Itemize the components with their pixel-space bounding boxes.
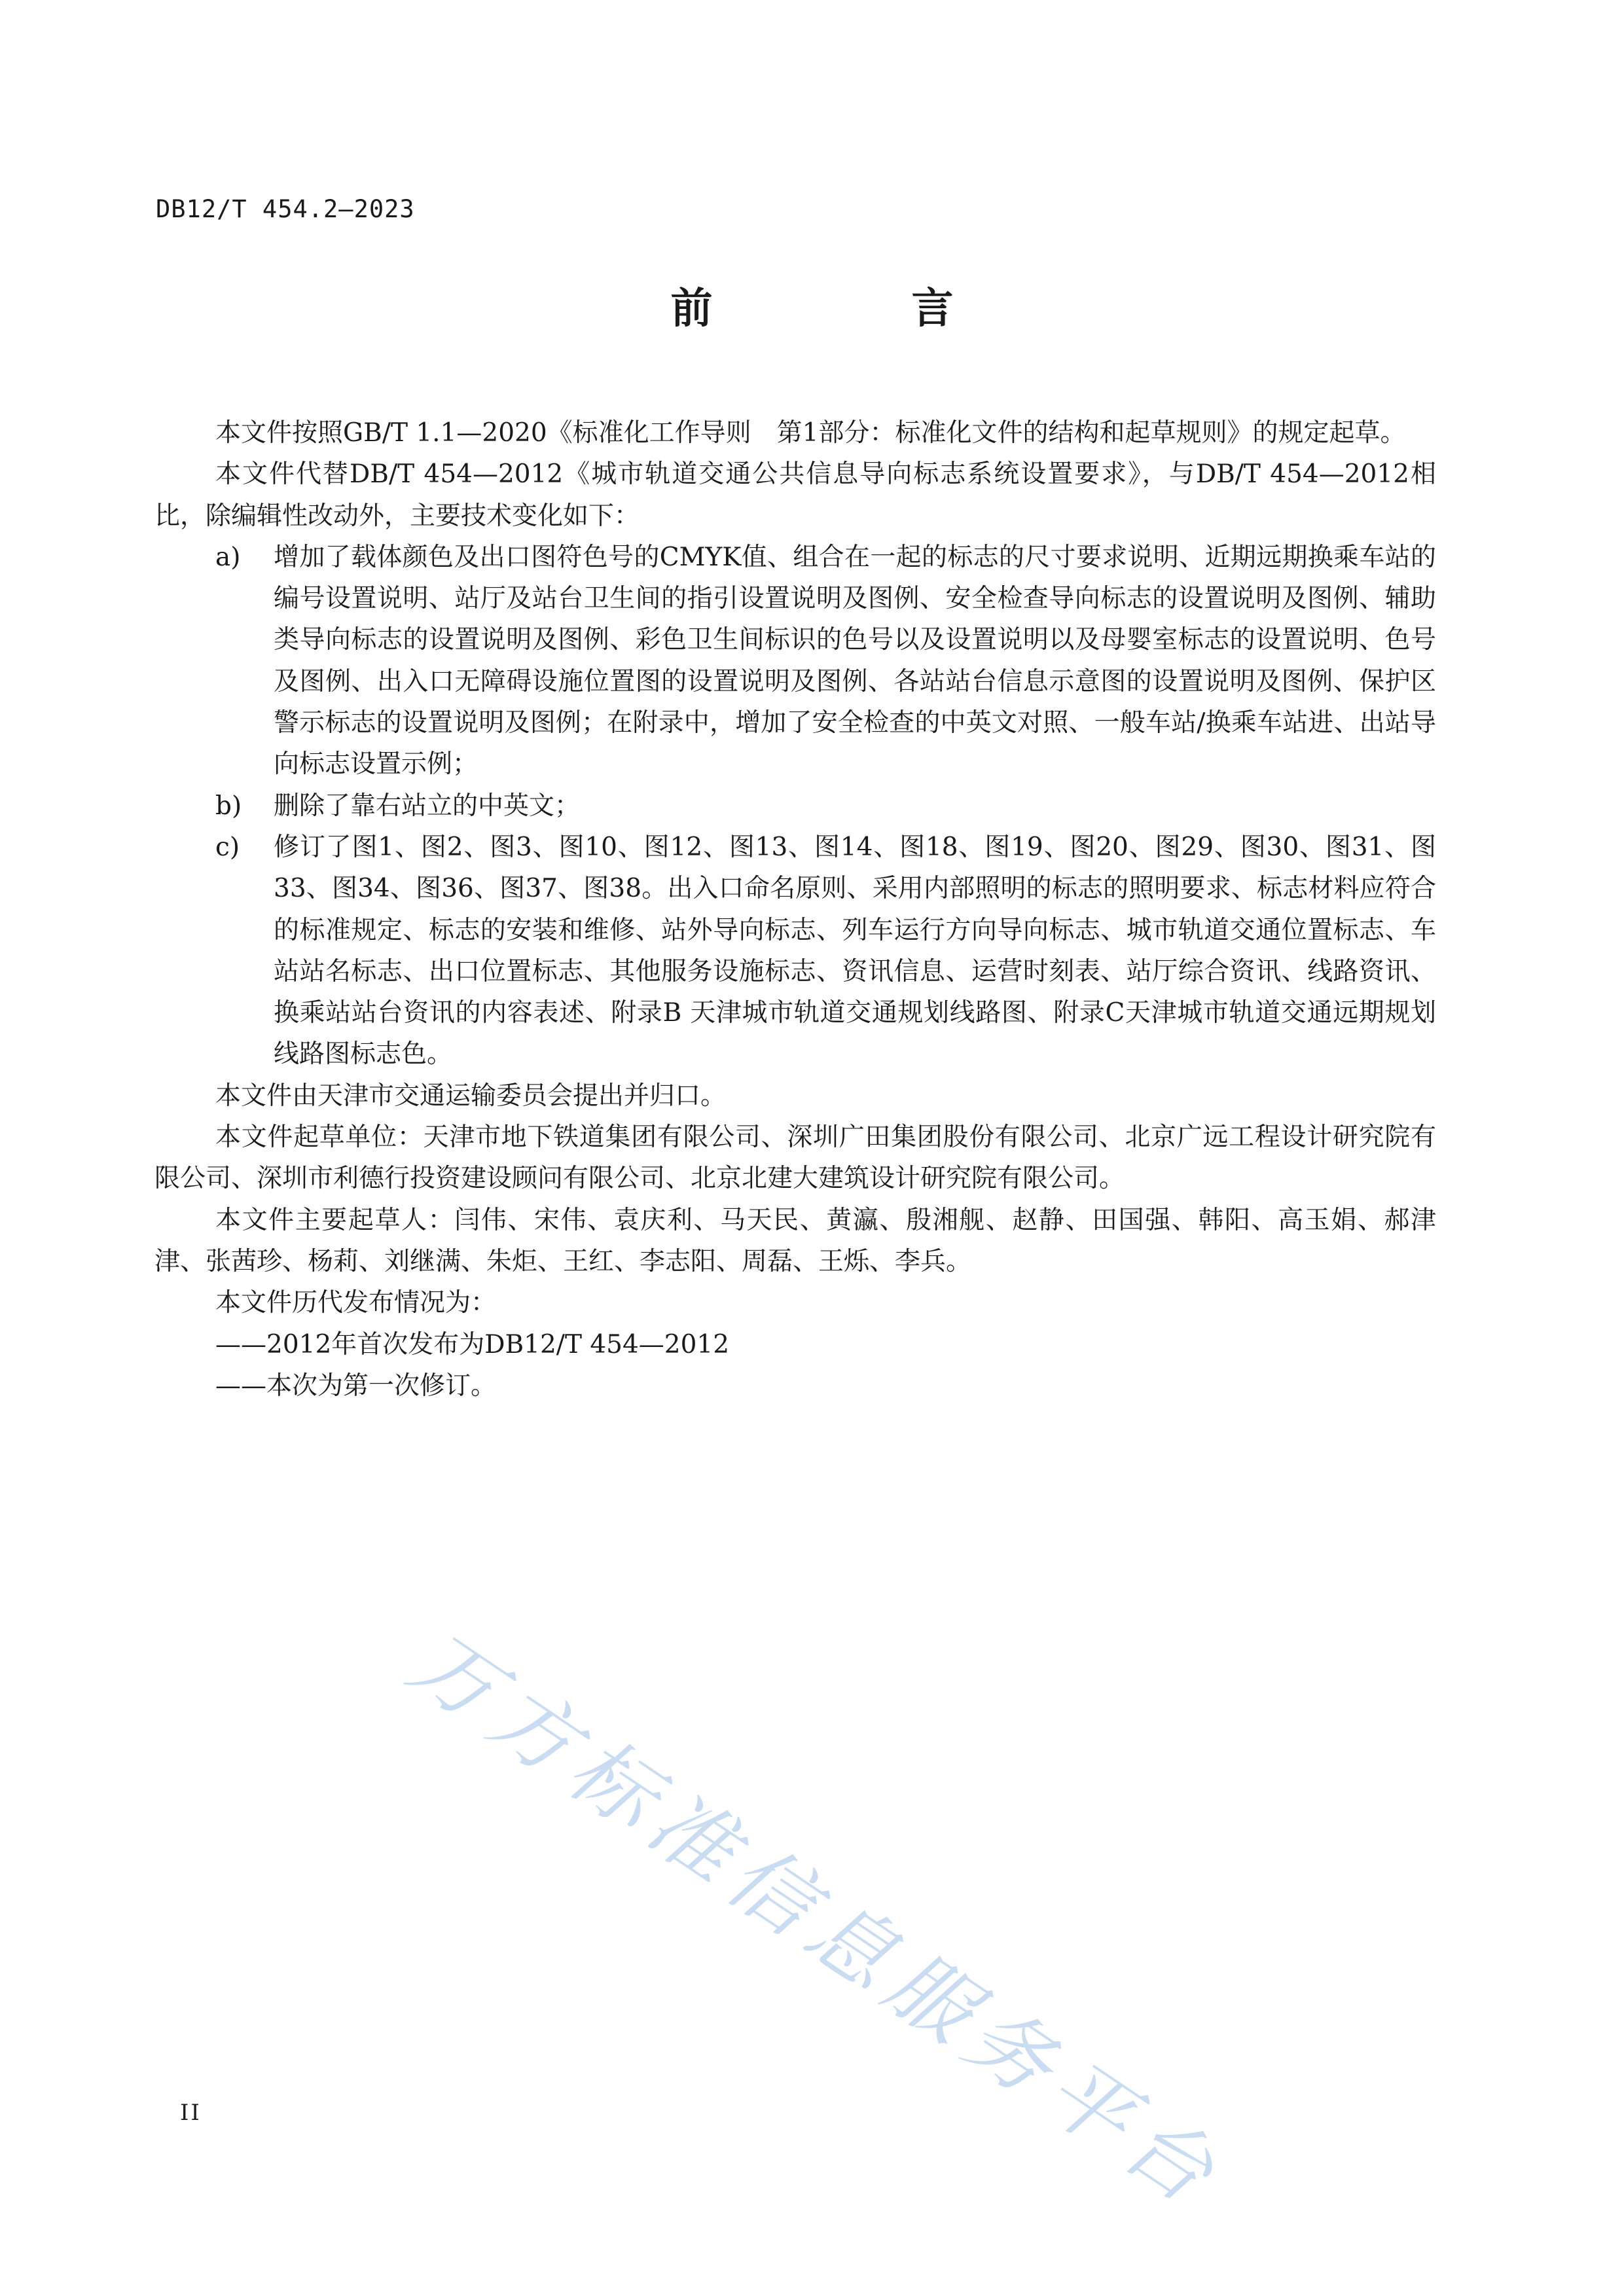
list-item bbox=[154, 537, 1436, 785]
history-entry: ——本次为第一次修订。 bbox=[215, 1371, 497, 1401]
document-code: DB12/T 454.2—2023 bbox=[156, 195, 415, 223]
history-entry: ——2012年首次发布为DB12/T 454—2012 bbox=[215, 1329, 730, 1359]
paragraph-proposed-by: 本文件由天津市交通运输委员会提出并归口。 bbox=[215, 1081, 727, 1111]
paragraph-drafting-rules: 本文件按照GB/T 1.1—2020《标准化工作导则 第1部分：标准化文件的结构和起草规则》的规定起草。 bbox=[215, 418, 1406, 448]
list-marker: c) bbox=[215, 832, 240, 862]
list-marker: b) bbox=[215, 791, 242, 821]
paragraph-drafters: 本文件主要起草人：闫伟、宋伟、袁庆利、马天民、黄瀛、殷湘舰、赵静、田国强、韩阳、高玉娟、郝津津、张茜珍、杨莉、刘继满、朱炬、王红、李志阳、周磊、王烁、李兵。 bbox=[154, 1205, 1436, 1276]
list-item-text: 增加了载体颜色及出口图符色号的CMYK值、组合在一起的标志的尺寸要求说明、近期远期换乘车站的编号设置说明、站厅及站台卫生间的指引设置说明及图例、安全检查导向标志的设置说明及图例、辅助类导向标志的设置说明及图例、彩色卫生间标识的色号以及设置说明以及母婴室标志的设置说明、色号及图例、出入口无障碍设施位置图的设置说明及图例、各站站台信息示意图的设置说明及图例、保护区警示标志的设置说明及图例；在附录中，增加了安全检查的中英文对照、一般车站/换乘车站进、出站导向标志设置示例； bbox=[274, 542, 1436, 780]
list-item bbox=[154, 785, 1436, 827]
list-item bbox=[154, 827, 1436, 1075]
watermark: 万方标准信息服务平台 bbox=[393, 1613, 1240, 2228]
document-body bbox=[154, 412, 1436, 1407]
list-item-text: 删除了靠右站立的中英文； bbox=[274, 791, 581, 821]
paragraph-drafting-units: 本文件起草单位：天津市地下铁道集团有限公司、深圳广田集团股份有限公司、北京广远工程设计研究院有限公司、深圳市利德行投资建设顾问有限公司、北京北建大建筑设计研究院有限公司。 bbox=[154, 1122, 1436, 1194]
list-marker: a) bbox=[215, 542, 241, 572]
list-item-text: 修订了图1、图2、图3、图10、图12、图13、图14、图18、图19、图20、图29、图30、图31、图33、图34、图36、图37、图38。出入口命名原则、采用内部照明的标志的照明要求、标志材料应符合的标准规定、标志的安装和维修、站外导向标志、列车运行方向导向标志、城市轨道交通位置标志、车站站名标志、出口位置标志、其他服务设施标志、资讯信息、运营时刻表、站厅综合资讯、线路资讯、换乘站站台资讯的内容表述、附录B 天津城市轨道交通规划线路图、附录C天津城市轨道交通远期规划线路图标志色。 bbox=[274, 832, 1436, 1069]
page-title: 前 言 bbox=[670, 285, 1032, 333]
paragraph-history-intro: 本文件历代发布情况为： bbox=[215, 1288, 497, 1318]
page-number: II bbox=[180, 2100, 202, 2126]
paragraph-replaces: 本文件代替DB/T 454—2012《城市轨道交通公共信息导向标志系统设置要求》，与DB/T 454—2012相比，除编辑性改动外，主要技术变化如下： bbox=[154, 459, 1436, 531]
